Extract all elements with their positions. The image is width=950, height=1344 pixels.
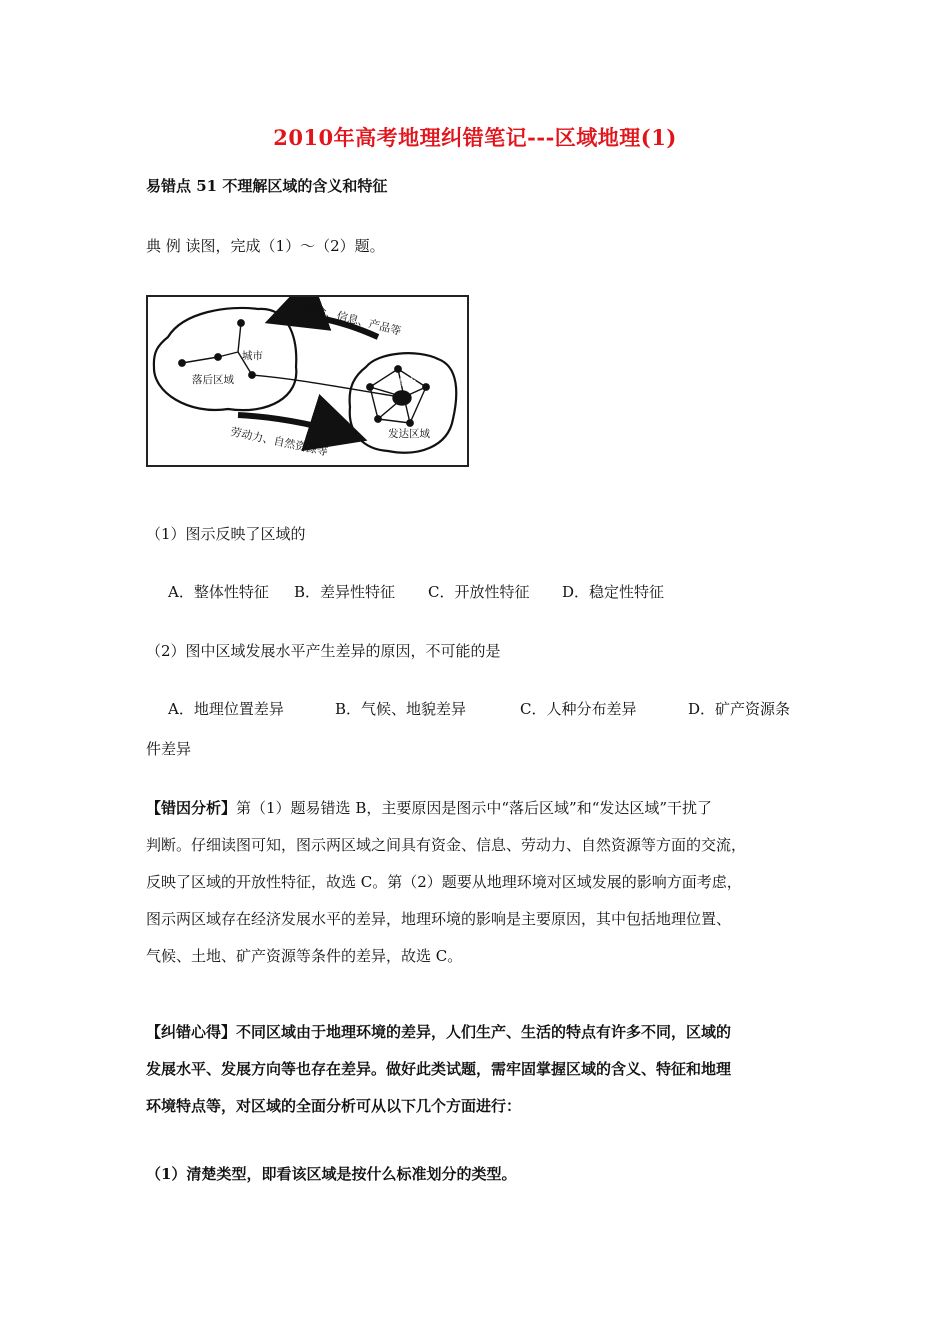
analysis-line-3: 反映了区域的开放性特征，故选 C。第（2）题要从地理环境对区域发展的影响方面考虑， [146, 873, 742, 891]
point-1: （1）清楚类型，即看该区域是按什么标准划分的类型。 [146, 1165, 517, 1183]
analysis-label: 【错因分析】 [146, 799, 237, 817]
developed-region-network [367, 366, 429, 426]
region-diagram [146, 295, 469, 467]
insight-line-3: 环境特点等，对区域的全面分析可从以下几个方面进行： [146, 1097, 522, 1115]
q1-option-a: A．整体性特征 [168, 583, 269, 601]
left-region-label: 落后区域 [192, 374, 234, 386]
error-analysis [146, 790, 806, 975]
arrow-top-label: 资金、信息、产品等 [303, 301, 403, 338]
insight-line-2: 发展水平、发展方向等也存在差异。做好此类试题，需牢固掌握区域的含义、特征和地理 [146, 1060, 732, 1078]
q2-option-a: A．地理位置差异 [168, 700, 284, 718]
right-region-label: 发达区域 [388, 428, 430, 440]
analysis-line-2: 判断。仔细读图可知，图示两区域之间具有资金、信息、劳动力、自然资源等方面的交流， [146, 836, 747, 854]
left-city-label: 城市 [242, 350, 263, 362]
backward-region-outline [154, 308, 296, 410]
question-2-stem: （2）图中区域发展水平产生差异的原因，不可能的是 [146, 642, 501, 660]
inter-region-link [252, 375, 400, 397]
question-1-stem: （1）图示反映了区域的 [146, 525, 306, 543]
insight-line-1: 【纠错心得】不同区域由于地理环境的差异，人们生产、生活的特点有许多不同，区域的 [146, 1023, 732, 1041]
analysis-line-4: 图示两区域存在经济发展水平的差异，地理环境的影响是主要原因，其中包括地理位置、 [146, 910, 732, 928]
correction-insight [146, 1014, 806, 1125]
region-diagram-svg [148, 297, 467, 465]
q2-option-d-wrap: 件差异 [146, 740, 192, 758]
backward-region-network [179, 320, 255, 378]
q2-option-b: B．气候、地貌差异 [335, 700, 467, 718]
q1-option-b: B．差异性特征 [294, 583, 396, 601]
q1-option-c: C．开放性特征 [428, 583, 530, 601]
example-intro: 典 例 读图，完成（1）～（2）题。 [146, 237, 385, 255]
insight-label: 【纠错心得】 [146, 1023, 237, 1041]
right-city-label: 城市 [396, 376, 417, 388]
section-heading: 易错点 51 不理解区域的含义和特征 [146, 177, 388, 195]
analysis-line-1: 【错因分析】第（1）题易错选 B，主要原因是图示中“落后区域”和“发达区域”干扰了 [146, 799, 713, 817]
document-title: 2010年高考地理纠错笔记---区域地理(1) [273, 125, 677, 150]
arrow-bottom-label: 劳动力、自然资源等 [229, 425, 329, 459]
analysis-line-5: 气候、土地、矿产资源等条件的差异，故选 C。 [146, 947, 463, 965]
q2-option-d: D．矿产资源条 [688, 700, 791, 718]
q2-option-c: C．人种分布差异 [520, 700, 637, 718]
q1-option-d: D．稳定性特征 [562, 583, 665, 601]
